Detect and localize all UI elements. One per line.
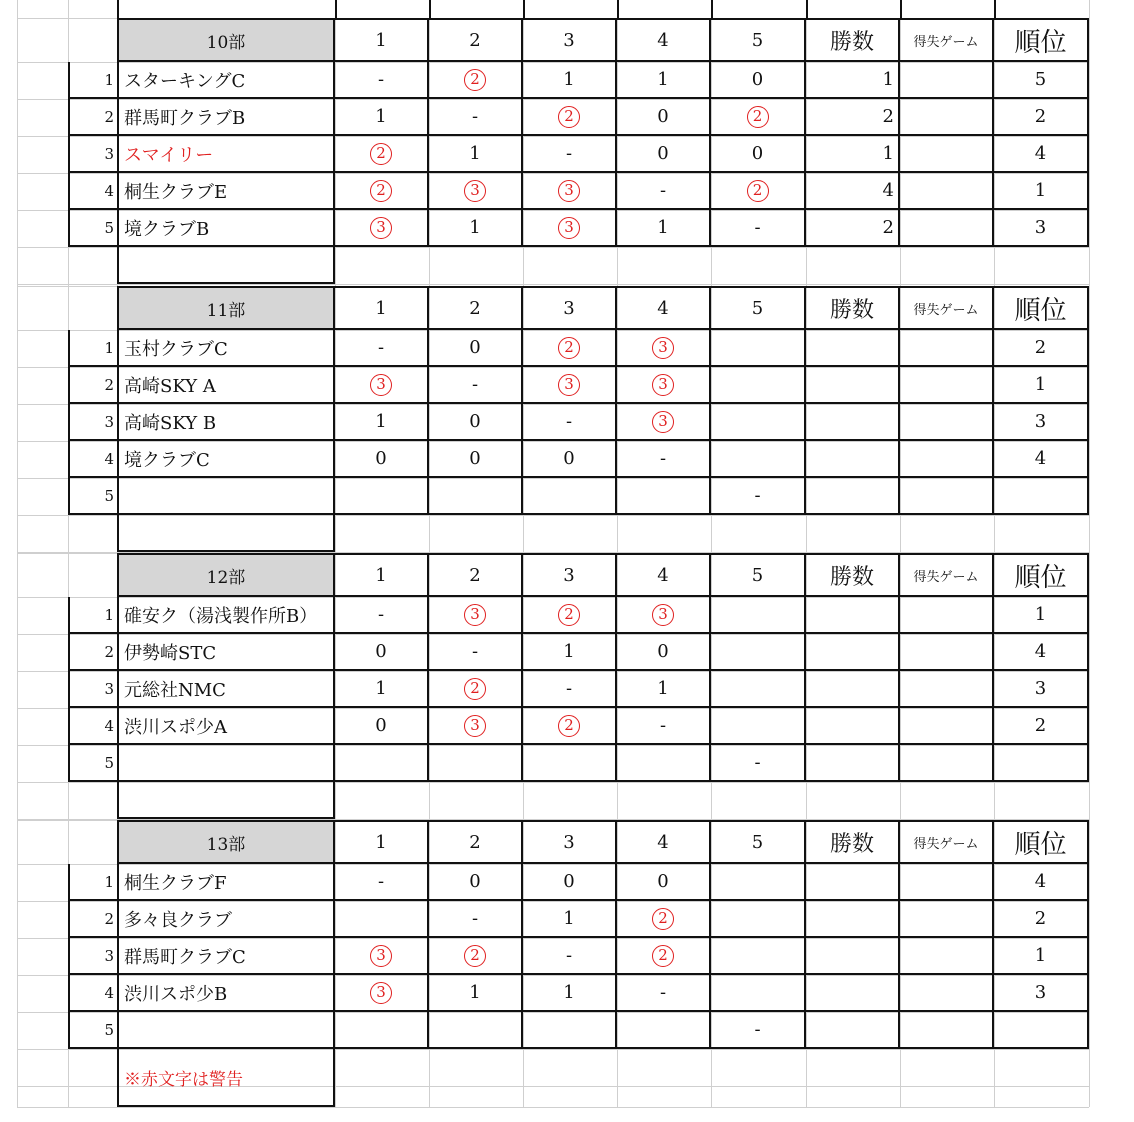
circled-win-score: 3	[652, 374, 674, 396]
match-result: 0	[711, 62, 806, 99]
match-result	[617, 901, 711, 938]
games-diff	[900, 938, 994, 975]
match-result	[617, 330, 711, 367]
match-result	[617, 367, 711, 404]
wins-count	[806, 671, 900, 708]
wins-count	[806, 975, 900, 1012]
wins-count	[806, 1012, 900, 1049]
team-name: 碓安ク（湯浅製作所B）	[117, 597, 335, 634]
match-result: -	[711, 478, 806, 515]
match-result: -	[523, 671, 617, 708]
column-header-3: 3	[523, 820, 617, 864]
rank-value: 2	[994, 330, 1089, 367]
match-result	[617, 745, 711, 782]
match-result	[711, 404, 806, 441]
row-number: 2	[68, 901, 117, 938]
division-name: 13部	[117, 820, 335, 864]
circled-win-score: 2	[652, 945, 674, 967]
match-result: 1	[335, 99, 429, 136]
wins-header: 勝数	[806, 18, 900, 62]
grid-cell	[429, 0, 523, 18]
division-name: 10部	[117, 18, 335, 62]
circled-win-score: 3	[558, 217, 580, 239]
match-result: -	[335, 864, 429, 901]
games-diff	[900, 597, 994, 634]
rank-header: 順位	[994, 553, 1089, 597]
match-result	[617, 597, 711, 634]
rank-header: 順位	[994, 820, 1089, 864]
match-result	[523, 597, 617, 634]
match-result	[523, 99, 617, 136]
circled-win-score: 2	[464, 945, 486, 967]
grid-cell	[900, 0, 994, 18]
spacer-cell	[117, 782, 335, 819]
match-result: 1	[617, 671, 711, 708]
column-header-1: 1	[335, 820, 429, 864]
match-result	[617, 938, 711, 975]
team-name: 多々良クラブ	[117, 901, 335, 938]
rank-value: 1	[994, 597, 1089, 634]
games-header: 得失ゲーム	[900, 820, 994, 864]
rank-header: 順位	[994, 18, 1089, 62]
team-name: 渋川スポ少A	[117, 708, 335, 745]
column-header-5: 5	[711, 820, 806, 864]
match-result: 0	[335, 708, 429, 745]
match-result: 1	[335, 671, 429, 708]
rank-value: 5	[994, 62, 1089, 99]
match-result: 0	[429, 330, 523, 367]
rank-value: 3	[994, 975, 1089, 1012]
circled-win-score: 3	[370, 945, 392, 967]
column-header-1: 1	[335, 286, 429, 330]
rank-value: 4	[994, 136, 1089, 173]
games-diff	[900, 634, 994, 671]
match-result	[523, 1012, 617, 1049]
circled-win-score: 3	[652, 604, 674, 626]
circled-win-score: 2	[558, 337, 580, 359]
match-result: -	[335, 62, 429, 99]
match-result: 0	[429, 441, 523, 478]
games-header: 得失ゲーム	[900, 18, 994, 62]
row-number: 5	[68, 1012, 117, 1049]
row-number: 3	[68, 671, 117, 708]
circled-win-score: 3	[558, 180, 580, 202]
match-result: 0	[523, 864, 617, 901]
match-result	[711, 99, 806, 136]
match-result: 0	[429, 404, 523, 441]
column-header-5: 5	[711, 286, 806, 330]
rank-value: 3	[994, 210, 1089, 247]
match-result: 0	[711, 136, 806, 173]
match-result: 1	[523, 634, 617, 671]
match-result	[429, 1012, 523, 1049]
team-name: 桐生クラブF	[117, 864, 335, 901]
row-number: 4	[68, 441, 117, 478]
games-diff	[900, 864, 994, 901]
match-result: 0	[617, 634, 711, 671]
rank-value: 2	[994, 708, 1089, 745]
rank-value: 1	[994, 938, 1089, 975]
match-result	[523, 478, 617, 515]
rank-value: 2	[994, 99, 1089, 136]
match-result: 1	[429, 136, 523, 173]
circled-win-score: 2	[370, 143, 392, 165]
games-diff	[900, 745, 994, 782]
match-result: -	[523, 136, 617, 173]
match-result: -	[429, 99, 523, 136]
match-result	[711, 864, 806, 901]
match-result	[523, 367, 617, 404]
team-name: 境クラブC	[117, 441, 335, 478]
match-result	[429, 62, 523, 99]
match-result	[335, 901, 429, 938]
row-number: 1	[68, 864, 117, 901]
circled-win-score: 3	[370, 217, 392, 239]
match-result: 1	[617, 210, 711, 247]
wins-count	[806, 478, 900, 515]
match-result	[711, 441, 806, 478]
circled-win-score: 2	[464, 69, 486, 91]
match-result: -	[617, 441, 711, 478]
match-result: 0	[523, 441, 617, 478]
rank-value: 1	[994, 367, 1089, 404]
games-diff	[900, 99, 994, 136]
match-result: -	[523, 404, 617, 441]
grid-cell	[617, 0, 711, 18]
match-result	[711, 671, 806, 708]
games-diff	[900, 330, 994, 367]
row-number: 1	[68, 330, 117, 367]
match-result	[523, 330, 617, 367]
match-result: -	[617, 173, 711, 210]
match-result: -	[617, 708, 711, 745]
match-result	[523, 708, 617, 745]
wins-header: 勝数	[806, 553, 900, 597]
team-name: 元総社NMC	[117, 671, 335, 708]
games-diff	[900, 901, 994, 938]
rank-header: 順位	[994, 286, 1089, 330]
row-number: 4	[68, 708, 117, 745]
match-result	[335, 173, 429, 210]
games-diff	[900, 975, 994, 1012]
match-result	[711, 330, 806, 367]
match-result: -	[617, 975, 711, 1012]
match-result: -	[711, 745, 806, 782]
match-result	[617, 478, 711, 515]
wins-count	[806, 597, 900, 634]
team-name: 伊勢崎STC	[117, 634, 335, 671]
match-result	[429, 938, 523, 975]
rank-value	[994, 745, 1089, 782]
column-header-2: 2	[429, 553, 523, 597]
rank-value	[994, 1012, 1089, 1049]
match-result: 1	[429, 210, 523, 247]
circled-win-score: 3	[464, 180, 486, 202]
wins-count: 1	[806, 62, 900, 99]
row-number: 1	[68, 62, 117, 99]
match-result	[711, 938, 806, 975]
match-result: 0	[335, 441, 429, 478]
division-name: 11部	[117, 286, 335, 330]
team-name: 高崎SKY B	[117, 404, 335, 441]
row-number: 2	[68, 634, 117, 671]
circled-win-score: 3	[464, 604, 486, 626]
match-result	[429, 478, 523, 515]
match-result	[523, 173, 617, 210]
wins-count: 2	[806, 99, 900, 136]
team-name	[117, 478, 335, 515]
circled-win-score: 3	[370, 374, 392, 396]
row-number: 4	[68, 173, 117, 210]
match-result: 0	[617, 99, 711, 136]
games-diff	[900, 708, 994, 745]
circled-win-score: 3	[464, 715, 486, 737]
column-header-1: 1	[335, 18, 429, 62]
match-result	[335, 210, 429, 247]
column-header-3: 3	[523, 553, 617, 597]
column-header-2: 2	[429, 820, 523, 864]
row-number: 4	[68, 975, 117, 1012]
team-name: 玉村クラブC	[117, 330, 335, 367]
match-result: 0	[617, 136, 711, 173]
match-result	[335, 975, 429, 1012]
grid-cell	[523, 0, 617, 18]
grid-cell	[806, 0, 900, 18]
wins-count	[806, 864, 900, 901]
wins-count	[806, 404, 900, 441]
match-result	[711, 173, 806, 210]
circled-win-score: 3	[558, 374, 580, 396]
wins-count	[806, 634, 900, 671]
circled-win-score: 2	[464, 678, 486, 700]
match-result	[335, 745, 429, 782]
circled-win-score: 2	[558, 715, 580, 737]
wins-count	[806, 901, 900, 938]
match-result	[335, 367, 429, 404]
match-result	[429, 708, 523, 745]
match-result: -	[429, 634, 523, 671]
rank-value: 4	[994, 634, 1089, 671]
column-header-4: 4	[617, 820, 711, 864]
row-number: 5	[68, 210, 117, 247]
match-result: -	[523, 938, 617, 975]
row-number: 5	[68, 745, 117, 782]
wins-count	[806, 938, 900, 975]
rank-value	[994, 478, 1089, 515]
games-diff	[900, 210, 994, 247]
wins-count: 2	[806, 210, 900, 247]
column-header-2: 2	[429, 286, 523, 330]
rank-value: 4	[994, 864, 1089, 901]
rank-value: 1	[994, 173, 1089, 210]
team-name: 群馬町クラブB	[117, 99, 335, 136]
circled-win-score: 3	[652, 411, 674, 433]
rank-value: 2	[994, 901, 1089, 938]
games-diff	[900, 478, 994, 515]
team-name	[117, 1012, 335, 1049]
circled-win-score: 2	[652, 908, 674, 930]
match-result	[335, 938, 429, 975]
circled-win-score: 2	[747, 180, 769, 202]
team-name	[117, 745, 335, 782]
wins-count	[806, 330, 900, 367]
match-result	[711, 634, 806, 671]
wins-count	[806, 441, 900, 478]
team-name: 境クラブB	[117, 210, 335, 247]
match-result: 0	[617, 864, 711, 901]
column-header-5: 5	[711, 553, 806, 597]
team-name: 群馬町クラブC	[117, 938, 335, 975]
match-result: 1	[429, 975, 523, 1012]
column-header-2: 2	[429, 18, 523, 62]
circled-win-score: 3	[370, 982, 392, 1004]
match-result: 1	[523, 901, 617, 938]
match-result	[429, 671, 523, 708]
spacer-cell	[117, 515, 335, 552]
match-result	[523, 745, 617, 782]
match-result	[711, 901, 806, 938]
match-result	[711, 708, 806, 745]
row-number: 1	[68, 597, 117, 634]
games-diff	[900, 62, 994, 99]
grid-cell	[117, 0, 335, 18]
row-number: 3	[68, 938, 117, 975]
circled-win-score: 2	[558, 106, 580, 128]
match-result: 1	[523, 62, 617, 99]
match-result	[617, 404, 711, 441]
column-header-5: 5	[711, 18, 806, 62]
match-result: -	[335, 330, 429, 367]
games-diff	[900, 671, 994, 708]
wins-count: 1	[806, 136, 900, 173]
games-diff	[900, 173, 994, 210]
rank-value: 4	[994, 441, 1089, 478]
spacer-cell	[117, 247, 335, 284]
circled-win-score: 2	[747, 106, 769, 128]
row-number: 2	[68, 99, 117, 136]
match-result: 0	[335, 634, 429, 671]
wins-count	[806, 708, 900, 745]
match-result	[335, 1012, 429, 1049]
rank-value: 3	[994, 404, 1089, 441]
match-result: -	[711, 210, 806, 247]
games-header: 得失ゲーム	[900, 553, 994, 597]
column-header-4: 4	[617, 286, 711, 330]
match-result	[617, 1012, 711, 1049]
grid-cell	[335, 0, 429, 18]
wins-header: 勝数	[806, 286, 900, 330]
match-result: 1	[523, 975, 617, 1012]
division-name: 12部	[117, 553, 335, 597]
wins-count: 4	[806, 173, 900, 210]
games-header: 得失ゲーム	[900, 286, 994, 330]
match-result	[523, 210, 617, 247]
match-result	[711, 975, 806, 1012]
wins-count	[806, 367, 900, 404]
match-result	[711, 597, 806, 634]
match-result	[335, 478, 429, 515]
column-header-1: 1	[335, 553, 429, 597]
column-header-3: 3	[523, 286, 617, 330]
column-header-4: 4	[617, 18, 711, 62]
circled-win-score: 2	[370, 180, 392, 202]
match-result: 1	[335, 404, 429, 441]
match-result: 1	[617, 62, 711, 99]
match-result	[429, 597, 523, 634]
team-name: 渋川スポ少B	[117, 975, 335, 1012]
grid-cell	[994, 0, 1089, 18]
gridline	[17, 284, 1089, 285]
match-result: -	[335, 597, 429, 634]
rank-value: 3	[994, 671, 1089, 708]
team-name: スターキングC	[117, 62, 335, 99]
column-header-3: 3	[523, 18, 617, 62]
circled-win-score: 3	[652, 337, 674, 359]
circled-win-score: 2	[558, 604, 580, 626]
row-number: 5	[68, 478, 117, 515]
team-name: スマイリー	[117, 136, 335, 173]
match-result	[429, 745, 523, 782]
team-name: 桐生クラブE	[117, 173, 335, 210]
gridline	[17, 1107, 1089, 1108]
match-result	[711, 367, 806, 404]
gridline	[1089, 0, 1090, 1107]
games-diff	[900, 441, 994, 478]
match-result	[335, 136, 429, 173]
games-diff	[900, 136, 994, 173]
grid-cell	[711, 0, 806, 18]
match-result	[429, 173, 523, 210]
match-result: -	[429, 367, 523, 404]
wins-header: 勝数	[806, 820, 900, 864]
column-header-4: 4	[617, 553, 711, 597]
row-number: 2	[68, 367, 117, 404]
warning-note: ※赤文字は警告	[117, 1049, 335, 1107]
match-result: -	[711, 1012, 806, 1049]
row-number: 3	[68, 404, 117, 441]
match-result: -	[429, 901, 523, 938]
row-number: 3	[68, 136, 117, 173]
games-diff	[900, 404, 994, 441]
team-name: 高崎SKY A	[117, 367, 335, 404]
match-result: 0	[429, 864, 523, 901]
games-diff	[900, 367, 994, 404]
games-diff	[900, 1012, 994, 1049]
wins-count	[806, 745, 900, 782]
